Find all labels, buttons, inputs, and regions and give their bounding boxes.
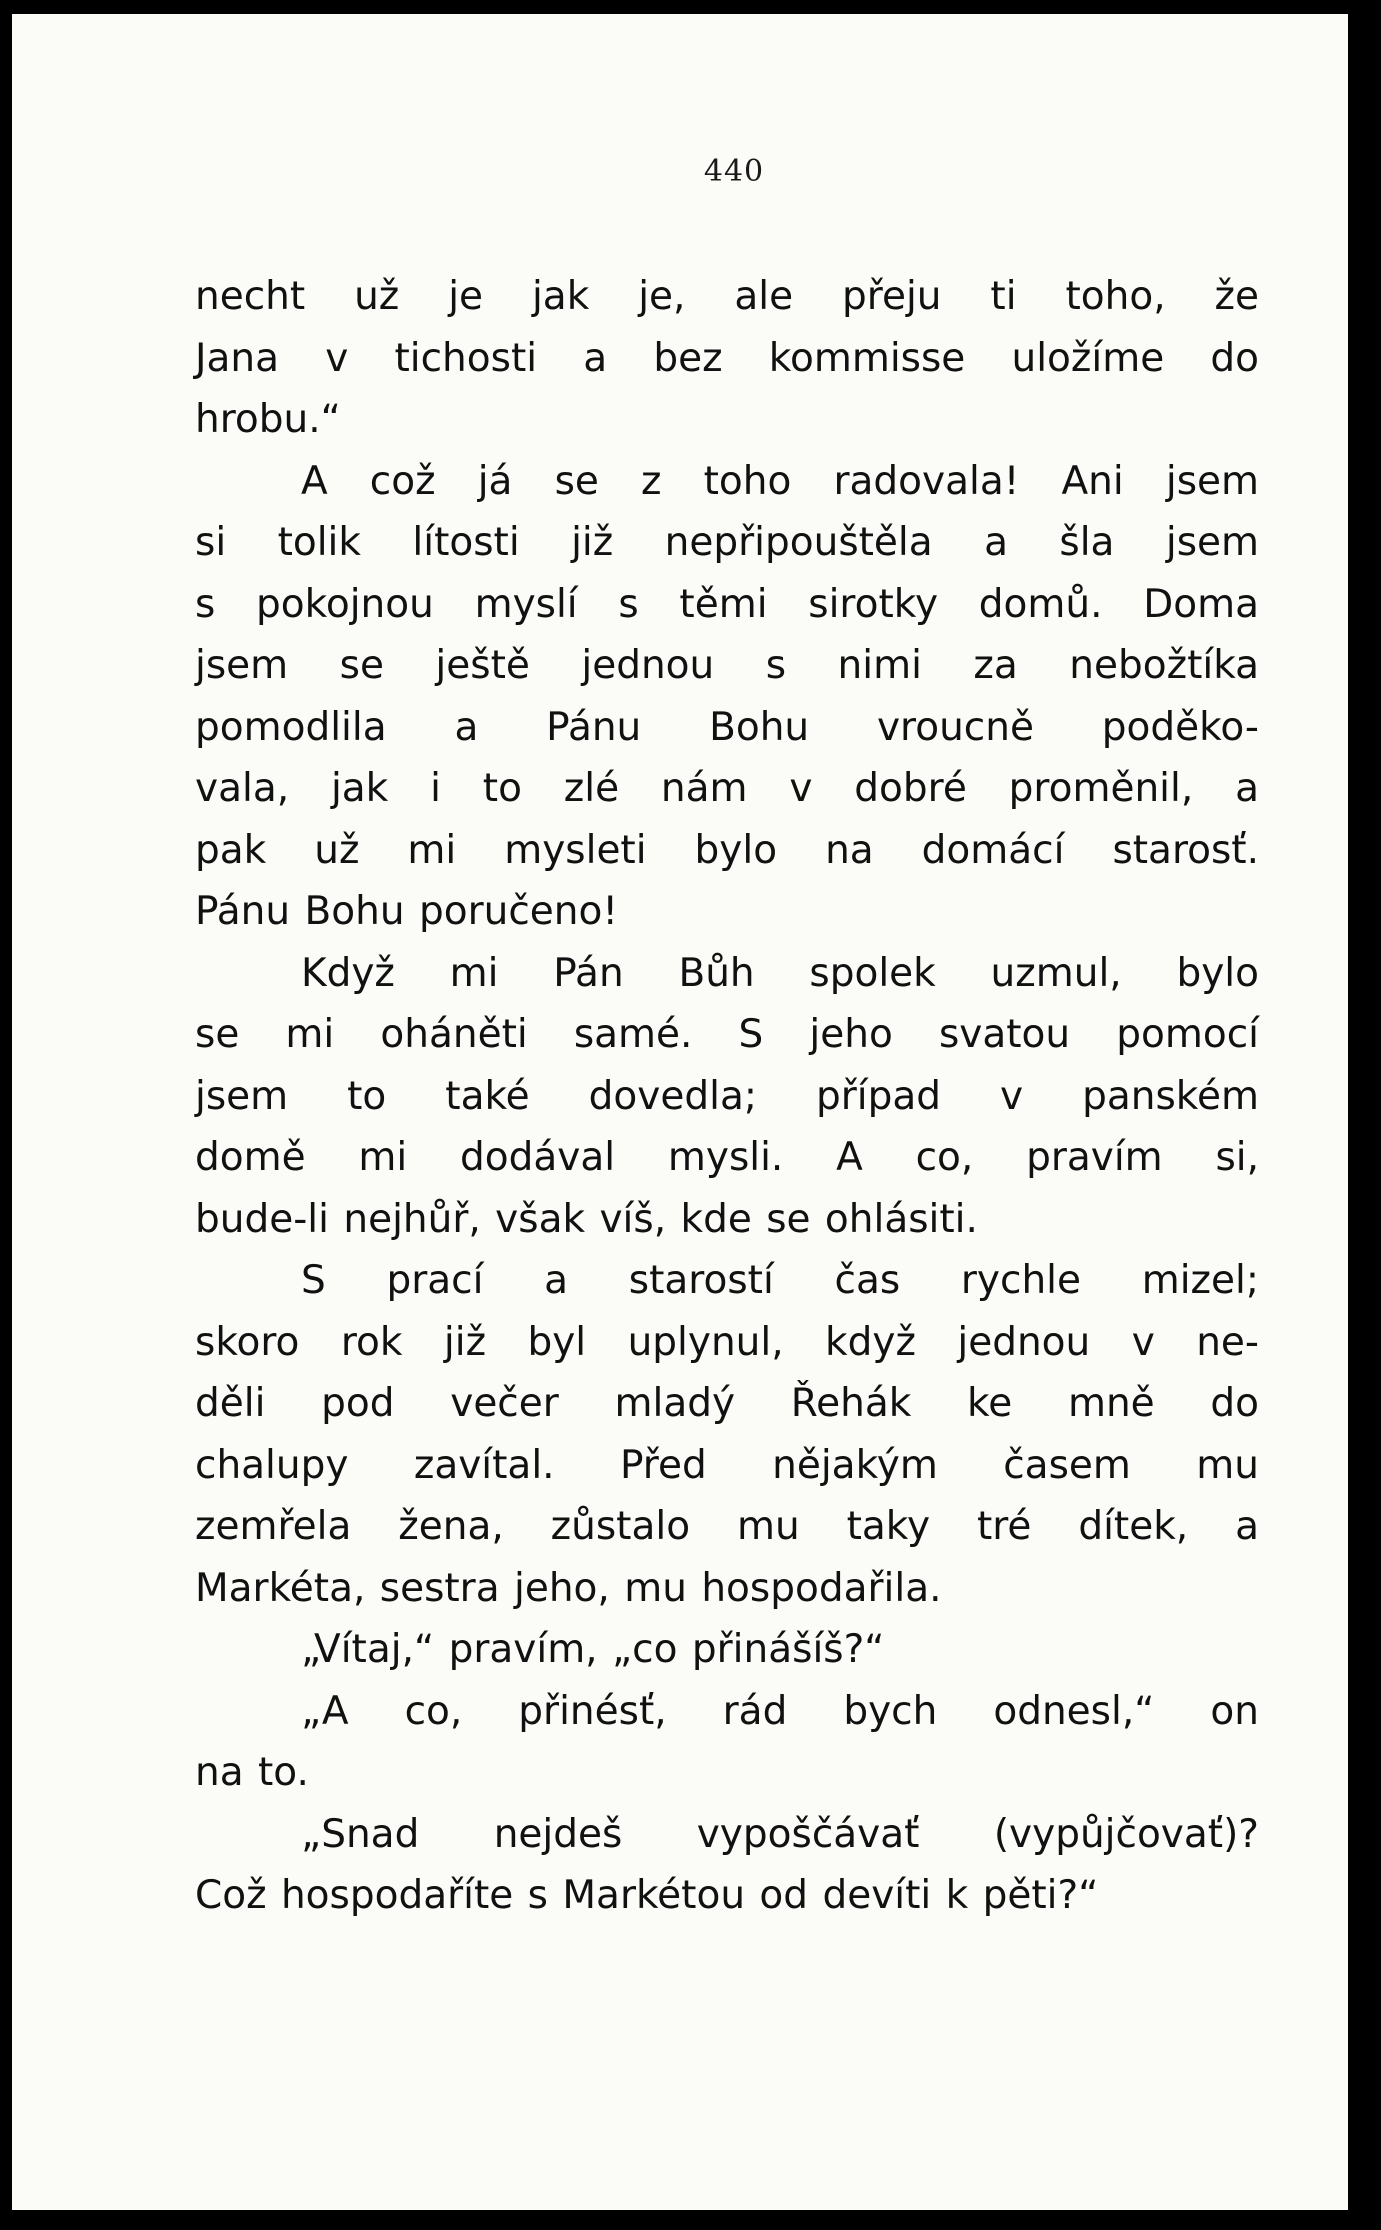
text-line: bude-li nejhůř, však víš, kde se ohlásiti. xyxy=(195,1196,978,1242)
text-line: chalupy zavítal. Před nějakým časem mu xyxy=(195,1442,1259,1488)
text-line: pomodlila a Pánu Bohu vroucně poděko- xyxy=(195,704,1259,750)
book-page xyxy=(12,14,1348,2210)
text-line: jsem se ještě jednou s nimi za nebožtíka xyxy=(195,643,1259,688)
text-line: Když mi Pán Bůh spolek uzmul, bylo xyxy=(301,950,1259,996)
text-line: jsem to také dovedla; případ v panském xyxy=(195,1073,1259,1119)
text-line: „Vítaj,“ pravím, „co přinášíš?“ xyxy=(301,1627,885,1672)
text-line: Pánu Bohu poručeno! xyxy=(195,889,618,934)
text-line: vala, jak i to zlé nám v dobré proměnil, a xyxy=(195,766,1259,811)
text-line: na to. xyxy=(195,1750,309,1795)
body-text xyxy=(195,266,1259,1927)
text-line: domě mi dodával mysli. A co, pravím si, xyxy=(195,1135,1259,1180)
text-line: S prací a starostí čas rychle mizel; xyxy=(301,1258,1259,1303)
text-line: děli pod večer mladý Řehák ke mně do xyxy=(195,1381,1259,1426)
text-line: Markéta, sestra jeho, mu hospodařila. xyxy=(195,1565,942,1611)
text-line: A což já se z toho radovala! Ani jsem xyxy=(301,458,1259,504)
text-line: necht už je jak je, ale přeju ti toho, že xyxy=(195,274,1259,319)
text-line: „A co, přinésť, rád bych odnesl,“ on xyxy=(301,1688,1259,1734)
text-line: hrobu.“ xyxy=(195,397,341,442)
text-line: Jana v tichosti a bez kommisse uložíme do xyxy=(195,335,1259,381)
text-line: Což hospodaříte s Markétou od devíti k pěti?“ xyxy=(195,1873,1099,1918)
page-edge xyxy=(1348,0,1381,2230)
text-line: se mi oháněti samé. S jeho svatou pomocí xyxy=(195,1012,1259,1057)
text-line: s pokojnou myslí s těmi sirotky domů. Doma xyxy=(195,581,1259,627)
text-line: skoro rok již byl uplynul, když jednou v ne- xyxy=(195,1319,1259,1365)
text-line: zemřela žena, zůstalo mu taky tré dítek, a xyxy=(195,1504,1259,1549)
text-line: pak už mi mysleti bylo na domácí starosť. xyxy=(195,827,1259,873)
page-number: 440 xyxy=(703,154,765,189)
text-line: si tolik lítosti již nepřipouštěla a šla jsem xyxy=(195,520,1259,565)
text-line: „Snad nejdeš vypoščávať (vypůjčovať)? xyxy=(301,1811,1259,1857)
